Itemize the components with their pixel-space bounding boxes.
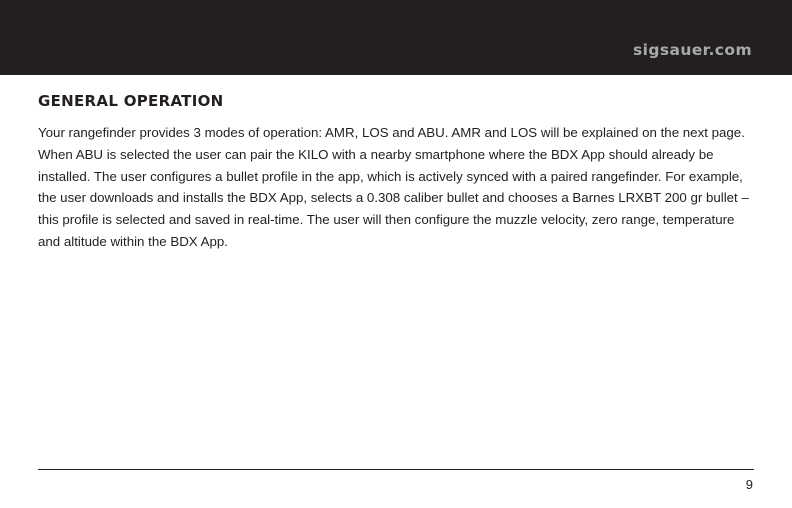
site-url: sigsauer.com [633,41,752,59]
section-title: GENERAL OPERATION [38,92,224,110]
header-bar [0,0,792,75]
page-number: 9 [745,477,753,492]
footer-divider [38,469,754,470]
body-paragraph: Your rangefinder provides 3 modes of operation: AMR, LOS and ABU. AMR and LOS will be explained on the next page. When ABU is selected the user can pair the KILO with a nearby smartphone where the BDX App should already be installed. The user configures a bullet profile in the app, which is actively synced with a paired rangefinder. For example, the user downloads and installs the BDX App, selects a 0.308 caliber bullet and chooses a Barnes LRXBT 200 gr bullet – this profile is selected and saved in real-time. The user will then configure the muzzle velocity, zero range, temperature and altitude within the BDX App. [38,125,749,249]
